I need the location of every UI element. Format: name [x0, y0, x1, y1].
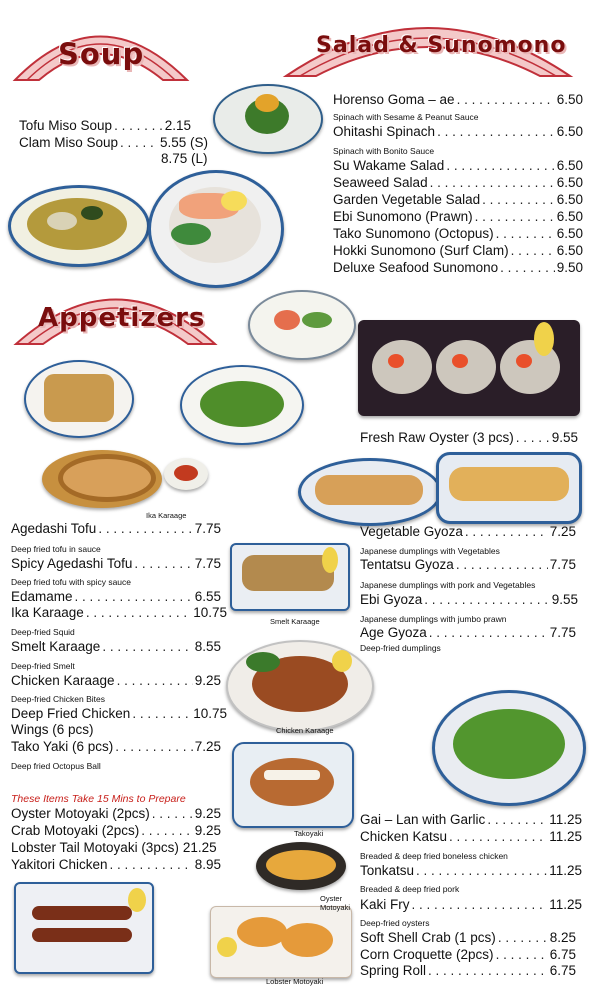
menu-item-age-gyoza: Age Gyoza . . . 7.75	[360, 625, 576, 640]
menu-item-ika-karaage: Ika Karaage . . . 10.75	[11, 605, 227, 620]
gai-lan-photo	[432, 690, 586, 806]
takoyaki-photo	[232, 742, 354, 828]
yakitori-photo	[14, 882, 154, 974]
menu-item-tonkatsu: Tonkatsu . . . 11.25	[360, 863, 582, 878]
smelt-karaage-caption: Smelt Karaage	[270, 617, 320, 626]
agedashi-tofu-description: Deep fried tofu in sauce	[11, 544, 101, 554]
menu-item-kaki-fry: Kaki Fry . . . 11.25	[360, 897, 582, 912]
dipping-sauce-photo	[164, 458, 208, 490]
menu-item-fresh-raw-oyster: Fresh Raw Oyster (3 pcs) . . . 9.55	[360, 430, 578, 445]
kaki-fry-description: Deep-fried oysters	[360, 918, 430, 928]
salad-heading: Salad & Sunomono	[316, 33, 567, 58]
menu-item-hokki-sunomono: Hokki Sunomono (Surf Clam) . . . 6.50	[333, 243, 583, 258]
clam-miso-soup-large-price: 8.75 (L)	[161, 151, 208, 166]
menu-item-vegetable-gyoza: Vegetable Gyoza . . . 7.25	[360, 524, 576, 539]
lobster-motoyaki-caption: Lobster Motoyaki	[266, 977, 324, 986]
ika-karaage-photo	[42, 450, 162, 508]
tentatsu-gyoza-photo	[436, 452, 582, 524]
menu-item-ohitashi-spinach: Ohitashi Spinach . . . 6.50	[333, 124, 583, 139]
menu-item-tentatsu-gyoza: Tentatsu Gyoza . . . 7.75	[360, 557, 576, 572]
menu-item-corn-croquette: Corn Croquette (2pcs) . . . 6.75	[360, 947, 576, 962]
raw-oyster-photo	[358, 320, 580, 416]
menu-item-tako-yaki: Tako Yaki (6 pcs) . . . 7.25	[11, 739, 221, 754]
menu-item-deep-fried-chicken: Deep Fried Chicken . . . 10.75	[11, 706, 227, 721]
menu-item-edamame: Edamame . . . 6.55	[11, 589, 221, 604]
oyster-motoyaki-photo	[256, 842, 346, 890]
ohitashi-description: Spinach with Bonito Sauce	[333, 146, 435, 156]
horenso-salad-photo	[213, 84, 323, 154]
prep-time-note: These Items Take 15 Mins to Prepare	[11, 793, 186, 805]
soup-heading: Soup	[58, 37, 145, 71]
menu-item-ebi-sunomono: Ebi Sunomono (Prawn) . . . 6.50	[333, 209, 583, 224]
menu-item-crab-motoyaki: Crab Motoyaki (2pcs) . . . 9.25	[11, 823, 221, 838]
ika-karaage-description: Deep-fried Squid	[11, 627, 75, 637]
smelt-karaage-description: Deep-fried Smelt	[11, 661, 75, 671]
takoyaki-caption: Takoyaki	[294, 829, 324, 838]
spicy-agedashi-description: Deep fried tofu with spicy sauce	[11, 577, 132, 587]
agedashi-tofu-photo	[24, 360, 134, 438]
vegetable-gyoza-photo	[298, 458, 442, 526]
vegetable-gyoza-description: Japanese dumplings with Vegetables	[360, 546, 500, 556]
menu-item-soft-shell-crab: Soft Shell Crab (1 pcs) . . . 8.25	[360, 930, 576, 945]
menu-item-tofu-miso-soup: Tofu Miso Soup . . . 2.15	[19, 118, 191, 133]
menu-item-horenso-goma-ae: Horenso Goma – ae . . . 6.50	[333, 92, 583, 107]
deep-fried-chicken-wings-line: Wings (6 pcs)	[11, 722, 94, 737]
chicken-karaage-description: Deep-fried Chicken Bites	[11, 694, 106, 704]
menu-item-chicken-katsu: Chicken Katsu . . . 11.25	[360, 829, 582, 844]
ebi-gyoza-description: Japanese dumplings with jumbo prawn	[360, 614, 507, 624]
edamame-photo	[180, 365, 304, 445]
chicken-katsu-description: Breaded & deep fried boneless chicken	[360, 851, 508, 861]
menu-item-tako-sunomono: Tako Sunomono (Octopus) . . . 6.50	[333, 226, 583, 241]
menu-item-clam-miso-soup: Clam Miso Soup . . . 5.55 (S)	[19, 135, 208, 150]
menu-item-lobster-tail-motoyaki: Lobster Tail Motoyaki (3pcs) 21.25	[11, 840, 217, 855]
tonkatsu-description: Breaded & deep fried pork	[360, 884, 460, 894]
lobster-motoyaki-photo	[210, 906, 352, 978]
menu-item-smelt-karaage: Smelt Karaage . . . 8.55	[11, 639, 221, 654]
miso-soup-photo	[8, 185, 150, 267]
chicken-karaage-photo	[226, 640, 374, 732]
menu-item-spicy-agedashi-tofu: Spicy Agedashi Tofu . . . 7.75	[11, 556, 221, 571]
menu-item-agedashi-tofu: Agedashi Tofu . . . 7.75	[11, 521, 221, 536]
smelt-karaage-photo	[230, 543, 350, 611]
horenso-description: Spinach with Sesame & Peanut Sauce	[333, 112, 479, 122]
oyster-motoyaki-caption: Oyster Motoyaki	[320, 894, 351, 912]
chicken-karaage-caption: Chicken Karaage	[276, 726, 334, 735]
sunomono-photo	[148, 170, 284, 288]
appetizers-heading: Appetizers	[38, 303, 206, 333]
menu-item-chicken-karaage: Chicken Karaage . . . 9.25	[11, 673, 221, 688]
menu-item-gai-lan-with-garlic: Gai – Lan with Garlic . . . 11.25	[360, 812, 582, 827]
ika-karaage-caption: Ika Karaage	[146, 511, 187, 520]
menu-item-su-wakame-salad: Su Wakame Salad . . . 6.50	[333, 158, 583, 173]
age-gyoza-description: Deep-fried dumplings	[360, 643, 441, 653]
menu-item-deluxe-seafood-sunomono: Deluxe Seafood Sunomono . . . 9.50	[333, 260, 583, 275]
menu-item-seaweed-salad: Seaweed Salad . . . 6.50	[333, 175, 583, 190]
tentatsu-gyoza-description: Japanese dumplings with pork and Vegetables	[360, 580, 536, 590]
menu-item-garden-vegetable-salad: Garden Vegetable Salad . . . 6.50	[333, 192, 583, 207]
tako-yaki-description: Deep fried Octopus Ball	[11, 761, 101, 771]
menu-item-ebi-gyoza: Ebi Gyoza . . . 9.55	[360, 592, 578, 607]
sashimi-plate-photo	[248, 290, 356, 360]
menu-item-spring-roll: Spring Roll . . . 6.75	[360, 963, 576, 978]
menu-item-oyster-motoyaki: Oyster Motoyaki (2pcs) . . . 9.25	[11, 806, 221, 821]
menu-item-yakitori-chicken: Yakitori Chicken . . . 8.95	[11, 857, 221, 872]
